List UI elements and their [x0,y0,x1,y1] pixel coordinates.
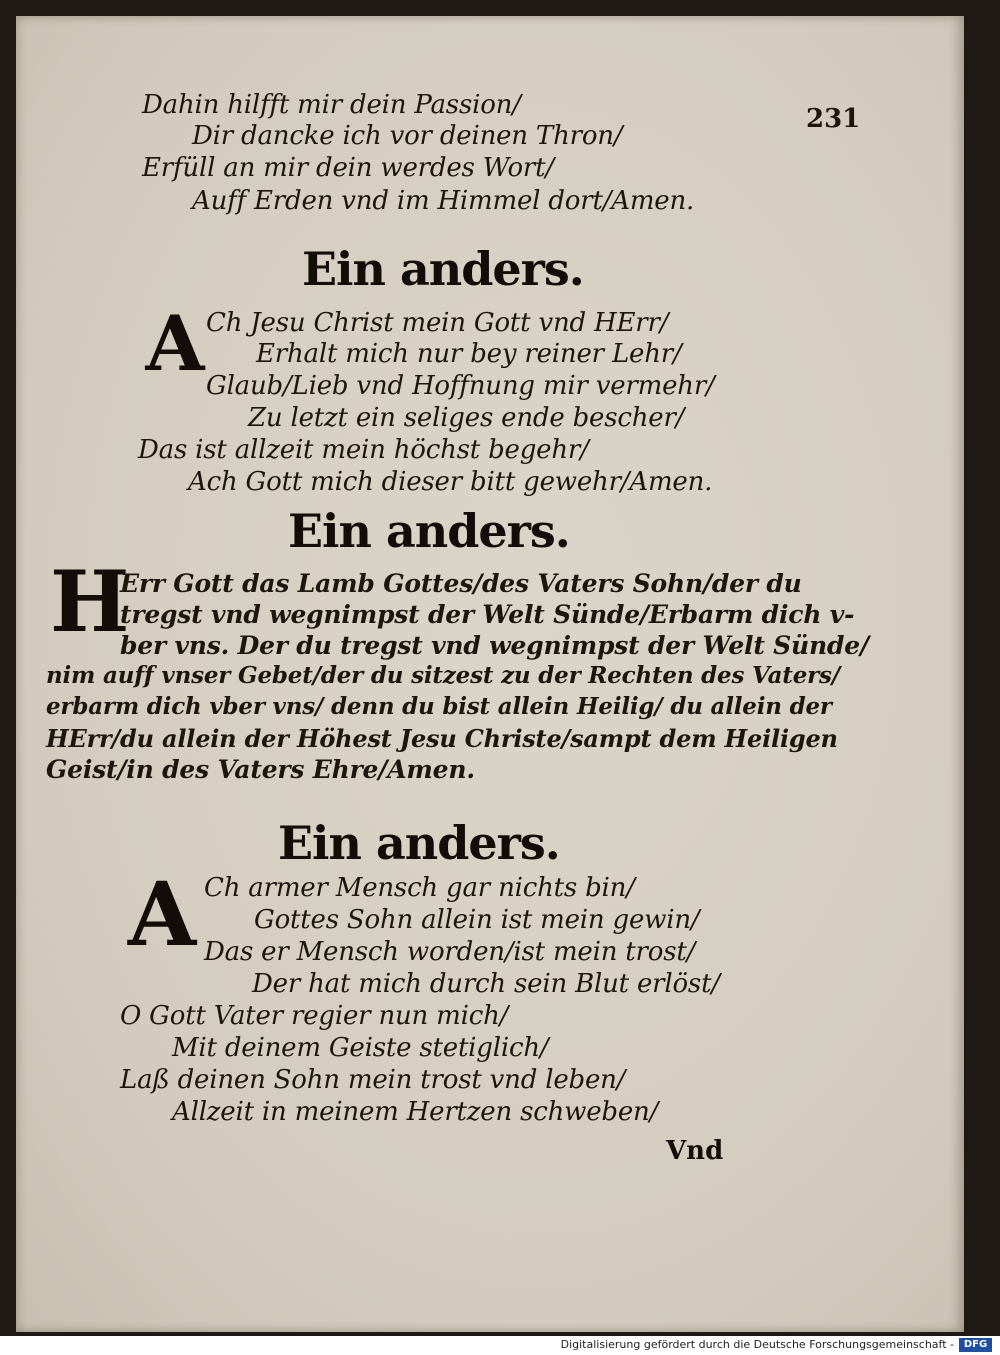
verse-line: Ach Gott mich dieser bitt gewehr/Amen. [188,467,713,497]
prose-line: ber vns. Der du tregst vnd wegnimpst der Welt Sünde/ [120,631,869,660]
catchword: Vnd [666,1136,724,1166]
verse-line: Mit deinem Geiste stetiglich/ [172,1033,549,1063]
prose-line: tregst vnd wegnimpst der Welt Sünde/Erbarm dich v- [120,600,855,629]
prose-line: Geist/in des Vaters Ehre/Amen. [46,755,475,784]
section-heading: Ein anders. [278,816,560,870]
verse-line: Der hat mich durch sein Blut erlöst/ [252,969,720,999]
funding-footer [0,1336,1000,1355]
verse-line: Dir dancke ich vor deinen Thron/ [192,121,623,151]
verse-line: O Gott Vater regier nun mich/ [120,1001,509,1031]
verse-line: Das ist allzeit mein höchst begehr/ [138,435,589,465]
prose-line: erbarm dich vber vns/ denn du bist allein Heilig/ du allein der [46,693,832,720]
verse-line: Ch Jesu Christ mein Gott vnd HErr/ [206,308,669,338]
verse-line: Das er Mensch worden/ist mein trost/ [204,937,696,967]
verse-line: Erfüll an mir dein werdes Wort/ [142,153,554,183]
page-number: 231 [806,104,861,134]
verse-line: Gottes Sohn allein ist mein gewin/ [254,905,700,935]
prose-line: nim auff vnser Gebet/der du sitzest zu der Rechten des Vaters/ [46,662,840,689]
dfg-logo: DFG [959,1338,992,1352]
prose-line: HErr/du allein der Höhest Jesu Christe/sampt dem Heiligen [46,724,838,753]
verse-line: Dahin hilfft mir dein Passion/ [142,90,521,120]
prose-line: Err Gott das Lamb Gottes/des Vaters Sohn/der du [120,569,802,598]
verse-line: Zu letzt ein seliges ende bescher/ [248,403,685,433]
drop-cap-initial: H [50,552,130,651]
verse-line: Glaub/Lieb vnd Hoffnung mir vermehr/ [206,371,715,401]
verse-line: Auff Erden vnd im Himmel dort/Amen. [192,186,695,216]
funding-credit-text: Digitalisierung gefördert durch die Deutsche Forschungsgemeinschaft - [560,1338,954,1351]
verse-line: Erhalt mich nur bey reiner Lehr/ [256,339,682,369]
section-heading: Ein anders. [288,504,570,558]
verse-line: Ch armer Mensch gar nichts bin/ [204,873,635,903]
book-page [16,16,964,1332]
drop-cap-initial: A [145,299,205,388]
verse-line: Allzeit in meinem Hertzen schweben/ [172,1097,659,1127]
drop-cap-initial: A [127,862,197,966]
verse-line: Laß deinen Sohn mein trost vnd leben/ [120,1065,626,1095]
section-heading: Ein anders. [302,242,584,296]
